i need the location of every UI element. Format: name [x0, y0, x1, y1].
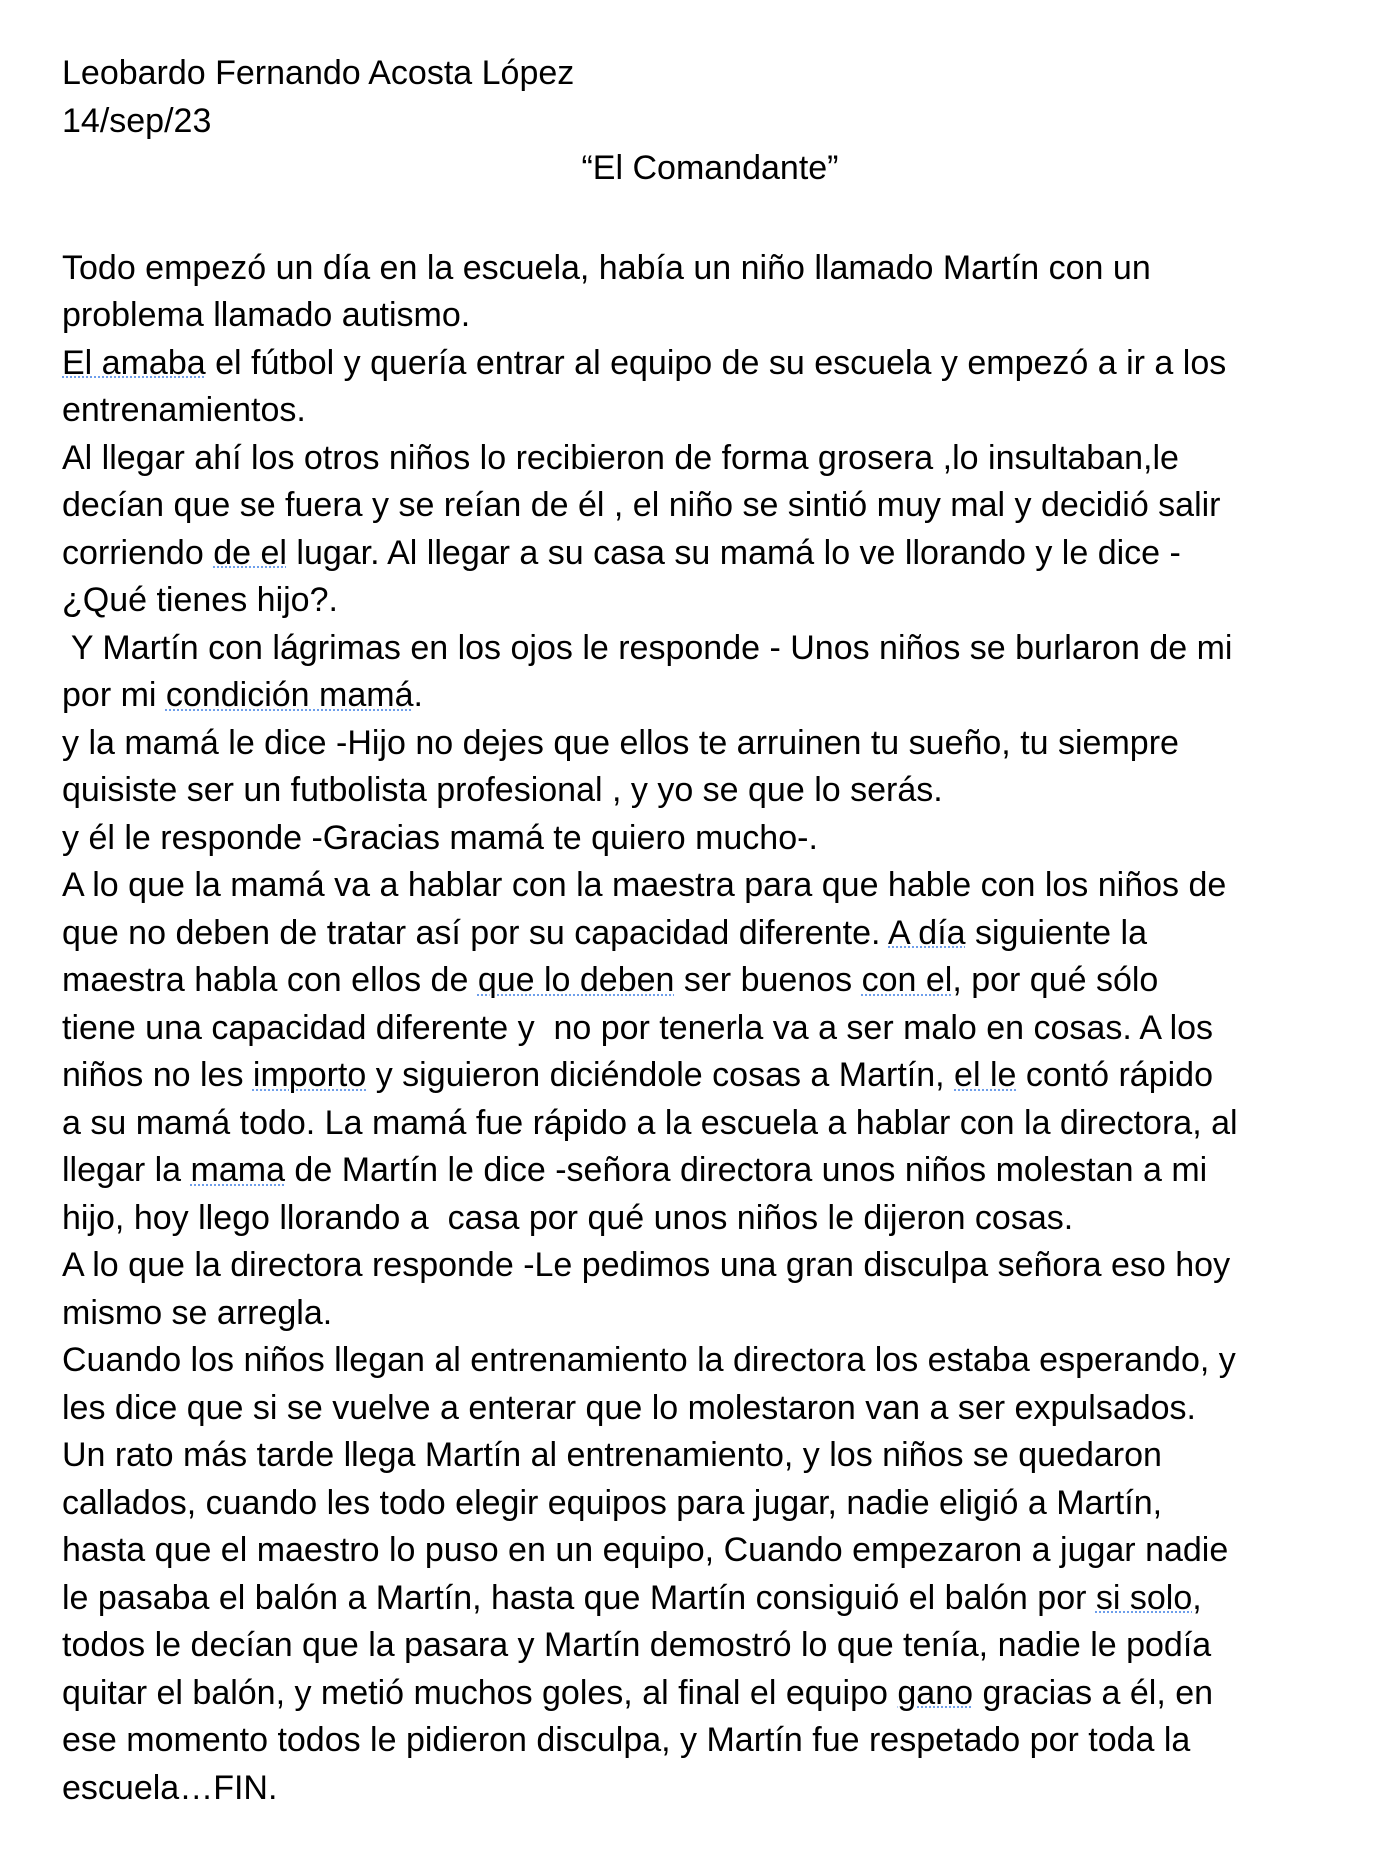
text-run: Cuando los niños llegan al entrenamiento la directora los estaba esperando, y — [62, 1341, 1236, 1379]
body-line[interactable] — [62, 1147, 1362, 1195]
body-line[interactable] — [62, 1385, 1362, 1433]
body-line[interactable] — [62, 1242, 1362, 1290]
text-run: les dice que si se vuelve a enterar que lo molestaron van a ser expulsados. — [62, 1388, 1196, 1427]
text-run: quisiste ser un futbolista profesional , y yo se que lo serás. — [62, 771, 943, 809]
body-line[interactable] — [62, 482, 1362, 530]
body-line[interactable] — [62, 720, 1362, 768]
body-line[interactable] — [62, 530, 1362, 578]
text-run: Al llegar ahí los otros niños lo recibieron de forma grosera ,lo insultaban,le — [62, 438, 1179, 477]
text-run: entrenamientos. — [62, 391, 306, 429]
text-run: gracias a él, en — [973, 1673, 1214, 1712]
text-run: mismo se arregla. — [62, 1293, 333, 1332]
body-line[interactable] — [62, 1195, 1362, 1243]
document-content — [62, 50, 1362, 1812]
text-run: hijo, hoy llego llorando a casa por qué unos niños le dijeron cosas. — [62, 1198, 1074, 1237]
text-run: el fútbol y quería entrar al equipo de su escuela y empezó a ir a los — [205, 343, 1227, 382]
misspelled-run[interactable]: A día — [888, 913, 966, 952]
text-run: le pasaba el balón a Martín, hasta que Martín consiguió el balón por — [62, 1578, 1096, 1617]
text-run: y la mamá le dice -Hijo no dejes que ellos te arruinen tu sueño, tu siempre — [62, 723, 1179, 762]
body-line[interactable] — [62, 862, 1362, 910]
text-run: A lo que la directora responde -Le pedimos una gran disculpa señora eso hoy — [62, 1246, 1231, 1284]
text-run: . — [413, 676, 423, 714]
body-line[interactable] — [62, 435, 1362, 483]
body-line[interactable] — [62, 1005, 1362, 1053]
misspelled-run[interactable]: mama — [190, 1151, 285, 1189]
body-line[interactable] — [62, 1622, 1362, 1670]
body-line[interactable] — [62, 957, 1362, 1005]
body-line[interactable] — [62, 1717, 1362, 1765]
body-line[interactable] — [62, 1290, 1362, 1338]
misspelled-run[interactable]: con el — [861, 961, 953, 999]
text-run: , por qué sólo — [952, 961, 1159, 999]
author-line[interactable]: Leobardo Fernando Acosta López — [62, 54, 575, 92]
text-run: maestra habla con ellos de — [62, 961, 478, 999]
text-run: y siguieron diciéndole cosas a Martín, — [366, 1056, 955, 1094]
body-line[interactable] — [62, 340, 1362, 388]
body-line[interactable] — [62, 577, 1362, 625]
body-line[interactable] — [62, 672, 1362, 720]
text-run: todos le decían que la pasara y Martín demostró lo que tenía, nadie le podía — [62, 1626, 1212, 1664]
text-run: ser buenos — [674, 961, 862, 999]
text-run: Y Martín con lágrimas en los ojos le responde - Unos niños se burlaron de mi — [62, 628, 1233, 667]
text-run: que no deben de tratar así por su capacidad diferente. — [62, 913, 889, 952]
text-run: callados, cuando les todo elegir equipos para jugar, nadie eligió a Martín, — [62, 1483, 1163, 1522]
body-line[interactable] — [62, 387, 1362, 435]
body-line[interactable] — [62, 625, 1362, 673]
text-run: hasta que el maestro lo puso en un equipo, Cuando empezaron a jugar nadie — [62, 1531, 1229, 1569]
body-line[interactable] — [62, 1575, 1362, 1623]
text-run: lugar. Al llegar a su casa su mamá lo ve llorando y le dice - — [286, 533, 1181, 572]
text-run: problema llamado autismo. — [62, 296, 471, 334]
text-run: niños no les — [62, 1056, 253, 1094]
text-run: siguiente la — [965, 913, 1148, 952]
text-run: de Martín le dice -señora directora unos niños molestan a mi — [284, 1151, 1208, 1189]
body-line[interactable] — [62, 767, 1362, 815]
body-line[interactable] — [62, 1480, 1362, 1528]
text-run: decían que se fuera y se reían de él , el niño se sintió muy mal y decidió salir — [62, 486, 1221, 524]
text-run: , — [1192, 1578, 1202, 1617]
text-run: Todo empezó un día en la escuela, había un niño llamado Martín con un — [62, 248, 1151, 287]
text-run: tiene una capacidad diferente y no por tenerla va a ser malo en cosas. A los — [62, 1008, 1214, 1047]
body-line[interactable] — [62, 245, 1362, 293]
text-run: A lo que la mamá va a hablar con la maestra para que hable con los niños de — [62, 866, 1227, 904]
misspelled-run[interactable]: de el — [213, 533, 287, 572]
body-line[interactable] — [62, 1100, 1362, 1148]
text-run: contó rápido — [1016, 1056, 1213, 1094]
misspelled-run[interactable]: el le — [954, 1056, 1017, 1094]
text-run: quitar el balón, y metió muchos goles, al final el equipo — [62, 1673, 898, 1712]
date-line[interactable]: 14/sep/23 — [62, 101, 212, 140]
text-run: ese momento todos le pidieron disculpa, y Martín fue respetado por toda la — [62, 1721, 1191, 1759]
body-line[interactable] — [62, 1527, 1362, 1575]
misspelled-run[interactable]: importo — [252, 1056, 367, 1094]
text-run: escuela…FIN. — [62, 1768, 278, 1807]
text-run: ¿Qué tienes hijo?. — [62, 581, 338, 619]
body-line[interactable] — [62, 1432, 1362, 1480]
misspelled-run[interactable]: gano — [897, 1673, 974, 1712]
misspelled-run[interactable]: si solo — [1095, 1578, 1193, 1617]
body-line[interactable] — [62, 815, 1362, 863]
misspelled-run[interactable]: que lo deben — [477, 961, 675, 999]
text-run: a su mamá todo. La mamá fue rápido a la escuela a hablar con la directora, al — [62, 1103, 1238, 1142]
text-run: y él le responde -Gracias mamá te quiero mucho-. — [62, 818, 818, 857]
body-line[interactable] — [62, 1337, 1362, 1385]
text-run: corriendo — [62, 533, 214, 572]
document-body[interactable] — [62, 245, 1362, 1813]
body-line[interactable] — [62, 1670, 1362, 1718]
misspelled-run[interactable]: El amaba — [62, 343, 206, 382]
misspelled-run[interactable]: condición mamá — [165, 676, 414, 714]
text-run: Un rato más tarde llega Martín al entrenamiento, y los niños se quedaron — [62, 1436, 1162, 1474]
body-line[interactable] — [62, 1052, 1362, 1100]
body-line[interactable] — [62, 292, 1362, 340]
body-line[interactable] — [62, 910, 1362, 958]
text-run: por mi — [62, 676, 166, 714]
body-line[interactable] — [62, 1765, 1362, 1813]
document-title[interactable]: “El Comandante” — [581, 149, 839, 187]
text-run: llegar la — [62, 1151, 191, 1189]
